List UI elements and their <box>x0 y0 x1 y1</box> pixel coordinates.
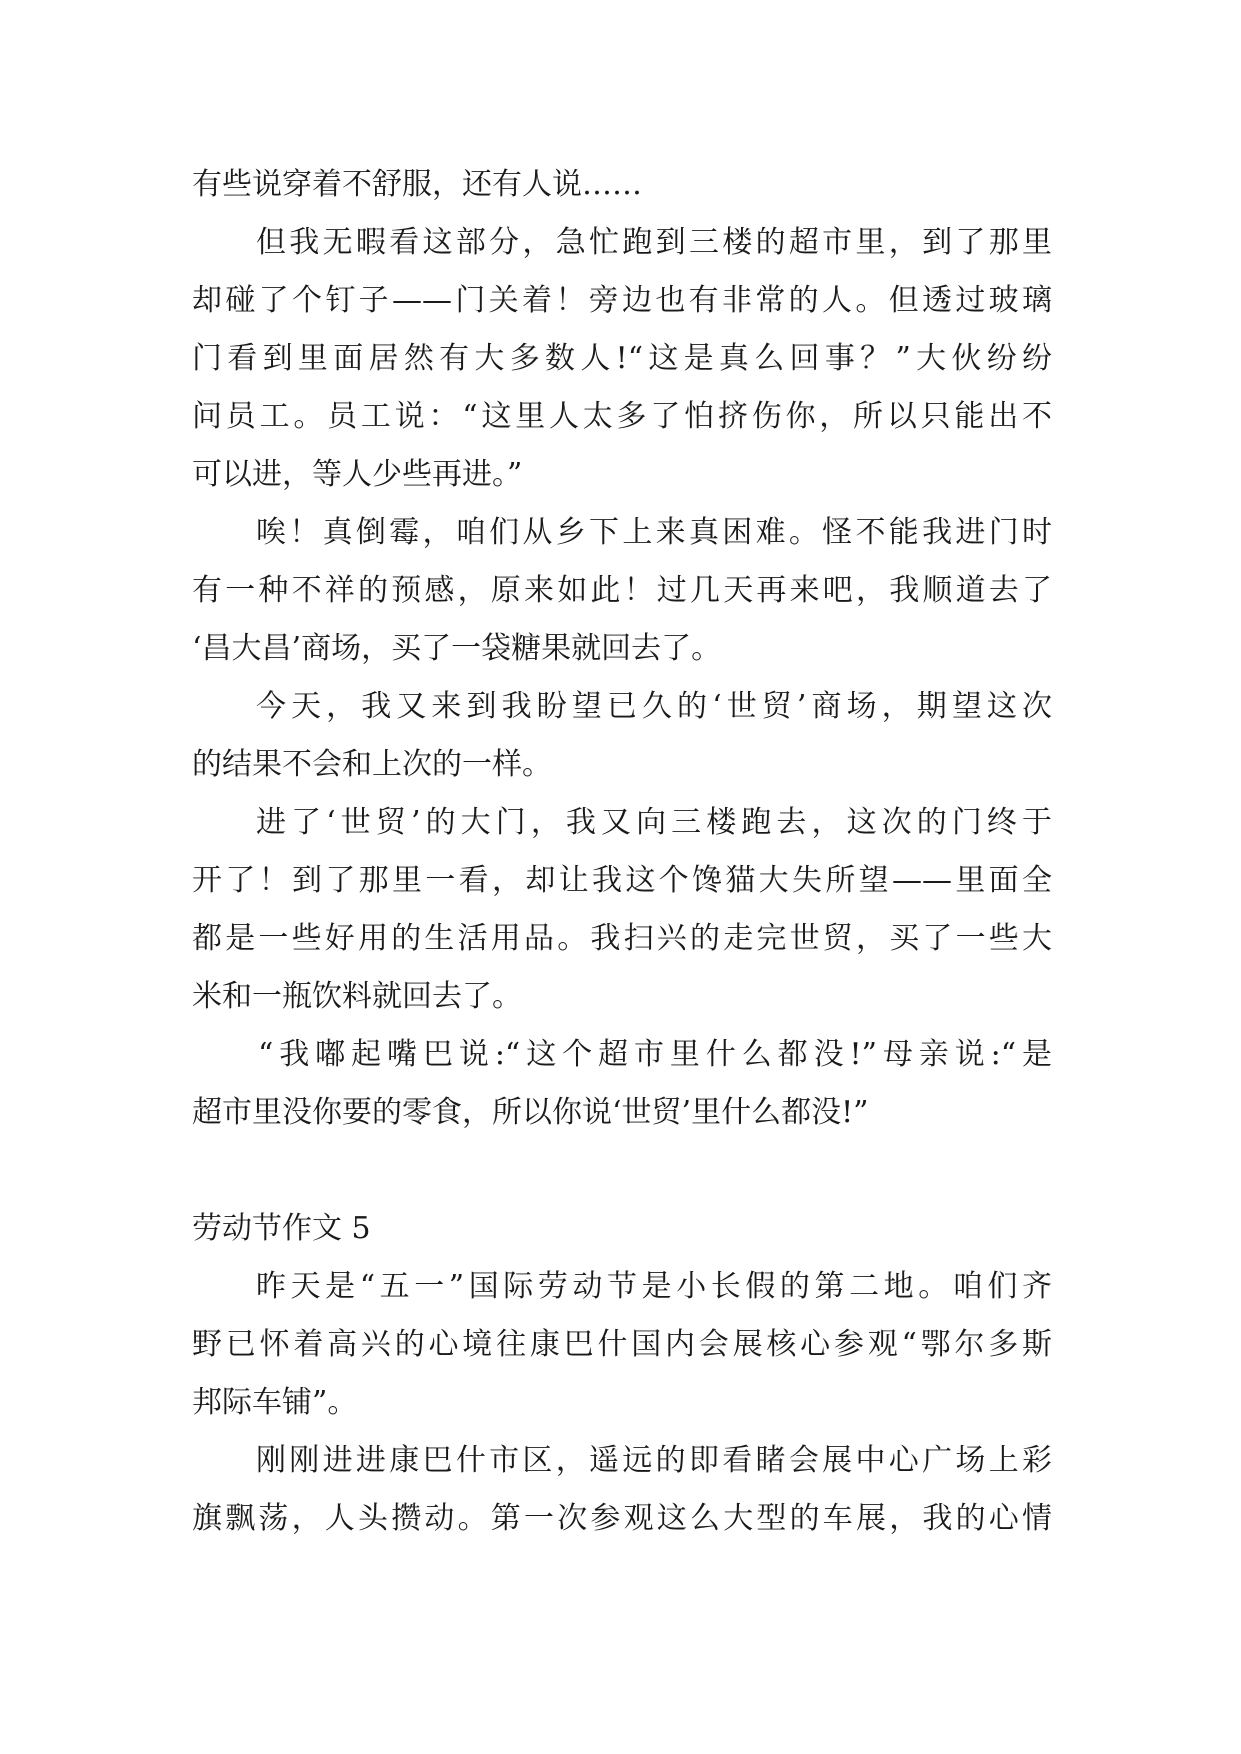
text-line: 野已怀着高兴的心境往康巴什国内会展核心参观“鄂尔多斯 <box>192 1327 1052 1362</box>
text-line: 门看到里面居然有大多数人!“这是真么回事？”大伙纷纷 <box>192 341 1052 376</box>
text-line: 但我无暇看这部分，急忙跑到三楼的超市里，到了那里 <box>256 225 1052 260</box>
text-line: 邦际车铺”。 <box>192 1385 358 1420</box>
text-line: 有些说穿着不舒服，还有人说…… <box>192 167 642 202</box>
text-line: 唉！真倒霉，咱们从乡下上来真困难。怪不能我进门时 <box>256 515 1052 550</box>
text-line: 的结果不会和上次的一样。 <box>192 747 552 782</box>
text-line: ‘昌大昌’商场，买了一袋糖果就回去了。 <box>192 631 722 666</box>
text-line: 有一种不祥的预感，原来如此！过几天再来吧，我顺道去了 <box>192 573 1052 608</box>
text-line: 却碰了个钉子——门关着！旁边也有非常的人。但透过玻璃 <box>192 283 1052 318</box>
text-line: 米和一瓶饮料就回去了。 <box>192 979 522 1014</box>
text-line: 超市里没你要的零食，所以你说‘世贸’里什么都没!” <box>192 1095 869 1130</box>
text-line: 可以进，等人少些再进。” <box>192 457 523 492</box>
text-line: 进了‘世贸’的大门，我又向三楼跑去，这次的门终于 <box>256 805 1052 840</box>
text-line: “我嘟起嘴巴说:“这个超市里什么都没!”母亲说:“是 <box>258 1037 1052 1072</box>
text-line: 都是一些好用的生活用品。我扫兴的走完世贸，买了一些大 <box>192 921 1052 956</box>
text-line: 刚刚进进康巴什市区，遥远的即看睹会展中心广场上彩 <box>256 1443 1052 1478</box>
text-line: 昨天是“五一”国际劳动节是小长假的第二地。咱们齐 <box>256 1269 1052 1304</box>
text-line: 开了！到了那里一看，却让我这个馋猫大失所望——里面全 <box>192 863 1052 898</box>
text-line: 问员工。员工说：“这里人太多了怕挤伤你，所以只能出不 <box>192 399 1052 434</box>
text-line: 旗飘荡，人头攒动。第一次参观这么大型的车展，我的心情 <box>192 1501 1052 1536</box>
text-line: 今天，我又来到我盼望已久的‘世贸’商场，期望这次 <box>256 689 1052 724</box>
section-heading: 劳动节作文 5 <box>192 1211 371 1246</box>
